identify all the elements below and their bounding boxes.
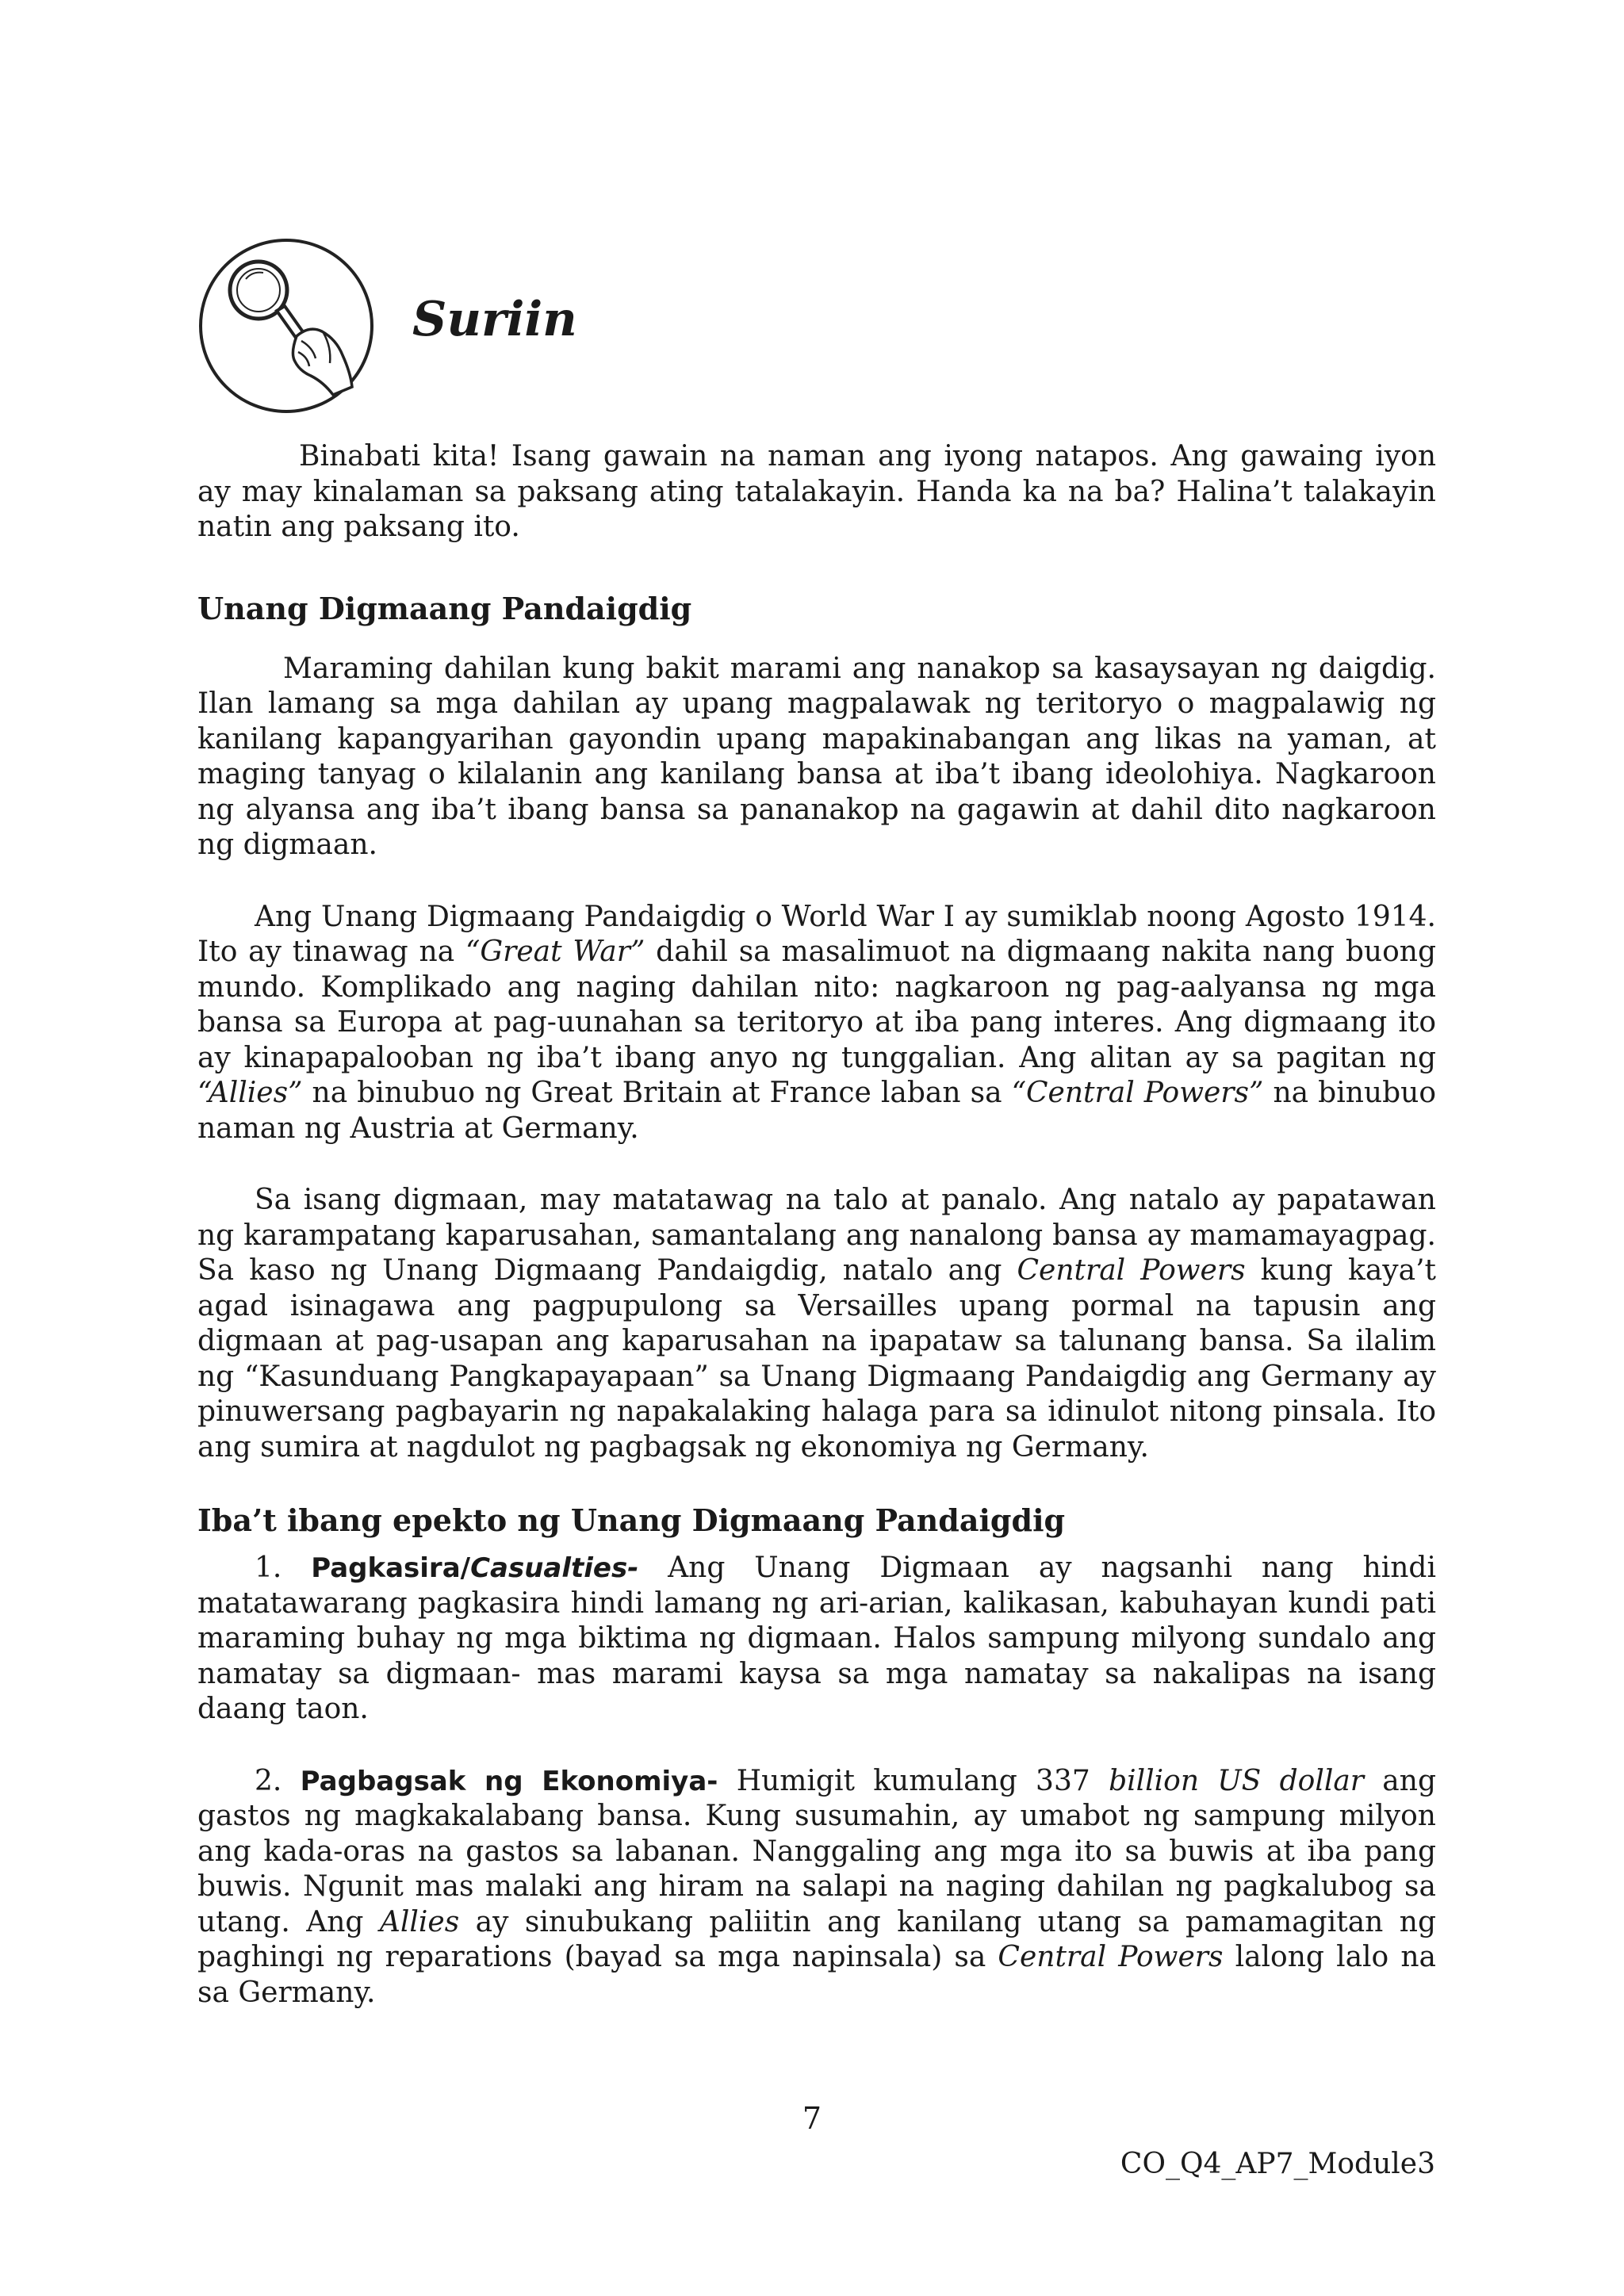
- intro-paragraph: Binabati kita! Isang gawain na naman ang iyong natapos. Ang gawaing iyon ay may kinalaman sa paksang ating tatalakayin. Handa ka na ba? Halina’t talakayin natin ang paksang ito.: [197, 440, 1436, 543]
- list-item-ekonomiya: 2. Pagbagsak ng Ekonomiya- Humigit kumulang 337 billion US dollar ang gastos ng magkakalabang bansa. Kung susumahin, ay umabot ng sampung milyon ang kada-oras na gastos sa labanan. Nanggaling ang mga ito sa buwis at iba pang buwis. Ngunit mas malaki ang hiram na salapi na naging dahilan ng pagkalubog sa utang. Ang Allies ay sinubukang paliitin ang kanilang utang sa pamamagitan ng paghingi ng reparations (bayad sa mga napinsala) sa Central Powers lalong lalo na sa Germany.: [197, 1764, 1437, 2009]
- section-title: Suriin: [412, 292, 577, 347]
- paragraph-dahilan: Maraming dahilan kung bakit marami ang nanakop sa kasaysayan ng daigdig. Ilan lamang sa mga dahilan ay upang magpalawak ng teritoryo o magpalawig ng kanilang kapangyarihan gayondin upang mapakinabangan ang likas na yaman, at maging tanyag o kilalanin ang kanilang bansa at iba’t ibang ideolohiya. Nagkaroon ng alyansa ang iba’t ibang bansa sa pananakop na gagawin at dahil dito nagkaroon ng digmaan.: [197, 652, 1436, 861]
- document-body: [197, 439, 1436, 2011]
- section-header: [197, 236, 1434, 415]
- list-item-pagkasira: 1. Pagkasira/Casualties- Ang Unang Digmaan ay nagsanhi nang hindi matatawarang pagkasira hindi lamang ng ari-arian, kalikasan, kabuhayan kundi pati maraming buhay ng mga biktima ng digmaan. Halos sampung milyong sundalo ang namatay sa digmaan- mas marami kaysa sa mga namatay sa nakalipas na isang daang taon.: [197, 1552, 1436, 1725]
- heading-epekto: Iba’t ibang epekto ng Unang Digmaang Pandaigdig: [197, 1502, 1066, 1538]
- heading-unang-digmaan: Unang Digmaang Pandaigdig: [197, 590, 692, 626]
- page-number: 7: [802, 2101, 822, 2136]
- magnifying-glass-icon: [197, 236, 376, 415]
- paragraph-world-war-i: Ang Unang Digmaang Pandaigdig o World War I ay sumiklab noong Agosto 1914. Ito ay tinawag na “Great War” dahil sa masalimuot na digmaang nakita nang buong mundo. Komplikado ang naging dahilan nito: nagkaroon ng pag-aalyansa ng mga bansa sa Europa at pag-uunahan sa teritoryo at iba pang interes. Ang digmaang ito ay kinapapalooban ng iba’t ibang anyo ng tunggalian. Ang alitan ay sa pagitan ng “Allies” na binubuo ng Great Britain at France laban sa “Central Powers” na binubuo naman ng Austria at Germany.: [197, 900, 1436, 1145]
- module-code: CO_Q4_AP7_Module3: [1120, 2148, 1435, 2180]
- paragraph-talo-panalo: Sa isang digmaan, may matatawag na talo at panalo. Ang natalo ay papatawan ng karampatang kaparusahan, samantalang ang nanalong bansa ay mamamayagpag. Sa kaso ng Unang Digmaang Pandaigdig, natalo ang Central Powers kung kaya’t agad isinagawa ang pagpupulong sa Versailles upang pormal na tapusin ang digmaan at pag-usapan ang kaparusahan na ipapataw sa talunang bansa. Sa ilalim ng “Kasunduang Pangkapayapaan” sa Unang Digmaang Pandaigdig ang Germany ay pinuwersang pagbayarin ng napakalaking halaga para sa idinulot nitong pinsala. Ito ang sumira at nagdulot ng pagbagsak ng ekonomiya ng Germany.: [197, 1184, 1437, 1464]
